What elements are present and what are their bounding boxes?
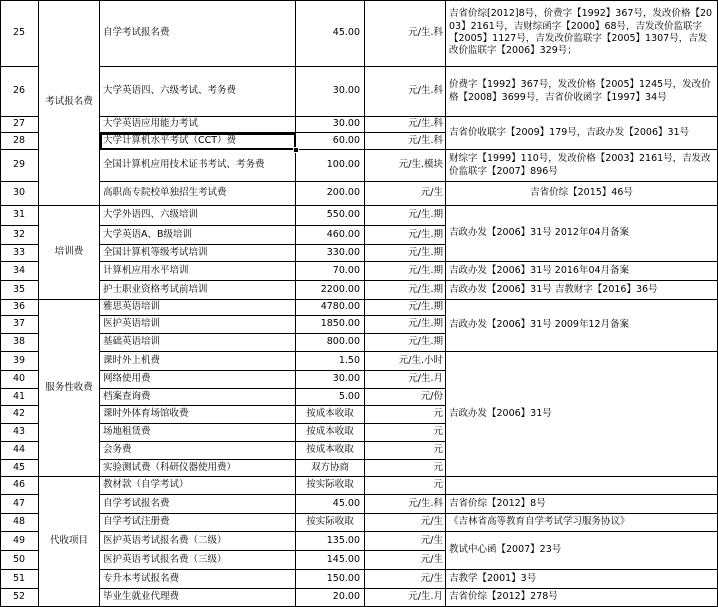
fee-unit[interactable]: 元/生.月 [365,589,446,607]
row-number[interactable]: 46 [0,477,39,495]
row-number[interactable]: 49 [0,532,39,551]
row-number[interactable]: 50 [0,551,39,570]
frame-left [0,0,1,607]
category-cell[interactable]: 服务性收费 [39,300,100,477]
fee-unit[interactable]: 元/份 [365,389,446,406]
row-number[interactable]: 44 [0,442,39,460]
fee-amount[interactable]: 330.00 [296,245,365,262]
fee-amount[interactable]: 30.00 [296,117,365,133]
fee-amount[interactable]: 1850.00 [296,316,365,334]
basis-cell[interactable]: 吉省价综[2012]8号，价费字【1992】367号，发改价格【2003】2161号，吉财综函字【2000】68号，吉发改价监联字【2005】1127号，吉发改价监联字【2005】1307号，吉发改价监联字【2006】329号； [446,0,718,67]
row-number[interactable]: 33 [0,245,39,262]
row-number[interactable]: 28 [0,133,39,150]
basis-cell[interactable]: 吉省价综【2012】8号 [446,495,718,514]
fee-amount[interactable]: 45.00 [296,495,365,514]
row-number[interactable]: 51 [0,570,39,589]
fee-unit[interactable]: 元/生.小时 [365,352,446,371]
basis-cell[interactable]: 教试中心函【2007】23号 [446,532,718,570]
fee-item[interactable]: 自学考试报名费 [100,495,296,514]
fee-item[interactable]: 医护英语考试报名费（二级） [100,532,296,551]
fee-unit[interactable]: 元/生 [365,551,446,570]
fee-amount[interactable]: 双方协商 [296,460,365,477]
basis-cell[interactable] [446,477,718,495]
fee-amount[interactable]: 4780.00 [296,300,365,316]
row-number[interactable]: 38 [0,334,39,352]
fee-item[interactable]: 自学考试注册费 [100,514,296,532]
fee-unit[interactable]: 元 [365,460,446,477]
fee-unit[interactable]: 元/生.模块 [365,150,446,182]
fee-amount[interactable]: 5.00 [296,389,365,406]
row-number[interactable]: 39 [0,352,39,371]
fee-unit[interactable]: 元 [365,477,446,495]
fee-amount[interactable]: 800.00 [296,334,365,352]
fee-unit[interactable]: 元/生.期 [365,300,446,316]
basis-cell[interactable]: 价费字【1992】367号，发改价格【2005】1245号，发改价格【2008】3699号，吉省价收函字【1997】34号 [446,67,718,117]
fee-item[interactable]: 专升本考试报名费 [100,570,296,589]
basis-cell[interactable]: 吉政办发【2006】31号 2012年04月备案 [446,206,718,262]
fee-unit[interactable]: 元/生.科 [365,133,446,150]
fee-amount[interactable]: 2200.00 [296,281,365,300]
row-number[interactable]: 47 [0,495,39,514]
fee-unit[interactable]: 元/生.期 [365,334,446,352]
fee-amount[interactable]: 135.00 [296,532,365,551]
row-number[interactable]: 25 [0,0,39,67]
fee-amount[interactable]: 60.00 [296,133,365,150]
fee-unit[interactable]: 元/生 [365,570,446,589]
fee-item[interactable]: 大学英语A、B级培训 [100,226,296,245]
fee-item[interactable]: 实验测试费（科研仪器使用费） [100,460,296,477]
fee-unit[interactable]: 元/生.科 [365,495,446,514]
basis-cell[interactable]: 《吉林省高等教育自学考试学习服务协议》 [446,514,718,532]
row-number[interactable]: 30 [0,182,39,206]
row-number[interactable]: 27 [0,117,39,133]
fee-unit[interactable]: 元/生.期 [365,316,446,334]
fee-item[interactable]: 全国计算机应用技术证书考试、考务费 [100,150,296,182]
fee-unit[interactable]: 元 [365,406,446,424]
basis-cell[interactable]: 吉省价综【2012】278号 [446,589,718,607]
fee-item[interactable]: 会务费 [100,442,296,460]
basis-cell[interactable]: 吉省价收联字【2009】179号，吉政办发【2006】31号 [446,117,718,150]
basis-cell[interactable]: 吉政办发【2006】31号 2009年12月备案 [446,300,718,352]
fee-amount[interactable]: 1.50 [296,352,365,371]
fee-item[interactable]: 大学英语四、六级考试、考务费 [100,67,296,117]
fee-unit[interactable]: 元/生.科 [365,117,446,133]
fee-amount[interactable]: 550.00 [296,206,365,226]
row-number[interactable]: 26 [0,67,39,117]
fee-unit[interactable]: 元/生.期 [365,226,446,245]
fee-amount[interactable]: 200.00 [296,182,365,206]
basis-cell[interactable]: 吉政办发【2006】31号 [446,352,718,477]
fee-unit[interactable]: 元/生.期 [365,245,446,262]
fee-item[interactable]: 医护英语考试报名费（三级） [100,551,296,570]
basis-cell[interactable]: 吉政办发【2006】31号 吉教财字【2016】36号 [446,281,718,300]
fee-unit[interactable]: 元/生 [365,532,446,551]
row-number[interactable]: 41 [0,389,39,406]
fee-amount[interactable]: 按成本收取 [296,406,365,424]
fee-unit[interactable]: 元/生.科 [365,0,446,67]
fee-unit[interactable]: 元/生.期 [365,262,446,281]
fee-item[interactable]: 护士职业资格考试前培训 [100,281,296,300]
fee-item[interactable]: 大学计算机水平考试（CCT）费 [100,133,296,150]
basis-cell[interactable]: 吉政办发【2006】31号 2016年04月备案 [446,262,718,281]
fee-amount[interactable]: 460.00 [296,226,365,245]
fee-item[interactable]: 大学外语四、六级培训 [100,206,296,226]
fee-amount[interactable]: 按实际收取 [296,514,365,532]
category-cell[interactable]: 代收项目 [39,477,100,607]
fee-amount[interactable]: 20.00 [296,589,365,607]
fee-unit[interactable]: 元/生.期 [365,206,446,226]
row-number[interactable]: 32 [0,226,39,245]
row-number[interactable]: 43 [0,424,39,442]
row-number[interactable]: 40 [0,371,39,389]
fee-item[interactable]: 雅思英语培训 [100,300,296,316]
fee-item[interactable]: 网络使用费 [100,371,296,389]
fee-amount[interactable]: 145.00 [296,551,365,570]
row-number[interactable]: 45 [0,460,39,477]
fee-unit[interactable]: 元/生.期 [365,281,446,300]
fee-amount[interactable]: 45.00 [296,0,365,67]
fee-amount[interactable]: 30.00 [296,67,365,117]
fee-item[interactable]: 课时外上机费 [100,352,296,371]
row-number[interactable]: 36 [0,300,39,316]
row-number[interactable]: 42 [0,406,39,424]
fee-unit[interactable]: 元/生.月 [365,371,446,389]
row-number[interactable]: 48 [0,514,39,532]
fee-item[interactable]: 自学考试报名费 [100,0,296,67]
row-number[interactable]: 52 [0,589,39,607]
row-number[interactable]: 29 [0,150,39,182]
row-number[interactable]: 35 [0,281,39,300]
fee-amount[interactable]: 按成本收取 [296,424,365,442]
basis-cell[interactable]: 财综字【1999】110号，发改价格【2003】2161号，吉发改价监联字【2007】896号 [446,150,718,182]
basis-cell[interactable]: 吉省价综【2015】46号 [446,182,718,206]
fee-item[interactable]: 课时外体育场馆收费 [100,406,296,424]
fee-item[interactable]: 计算机应用水平培训 [100,262,296,281]
fee-amount[interactable]: 按实际收取 [296,477,365,495]
row-number[interactable]: 31 [0,206,39,226]
fee-item[interactable]: 大学英语应用能力考试 [100,117,296,133]
fee-amount[interactable]: 30.00 [296,371,365,389]
fee-unit[interactable]: 元/生 [365,514,446,532]
fee-item[interactable]: 教材款（自学考试） [100,477,296,495]
fee-unit[interactable]: 元/生 [365,182,446,206]
fee-item[interactable]: 场地租赁费 [100,424,296,442]
fee-item[interactable]: 毕业生就业代理费 [100,589,296,607]
fee-amount[interactable]: 70.00 [296,262,365,281]
fee-item[interactable]: 基础英语培训 [100,334,296,352]
row-number[interactable]: 37 [0,316,39,334]
fee-item[interactable]: 全国计算机等级考试培训 [100,245,296,262]
fill-handle[interactable] [293,147,299,153]
category-cell[interactable]: 考试报名费 [39,0,100,206]
fee-item[interactable]: 医护英语培训 [100,316,296,334]
frame-top [0,0,718,1]
fee-amount[interactable]: 按成本收取 [296,442,365,460]
fee-item[interactable]: 档案查询费 [100,389,296,406]
fee-unit[interactable]: 元 [365,442,446,460]
category-cell[interactable]: 培训费 [39,206,100,300]
fee-amount[interactable]: 150.00 [296,570,365,589]
basis-cell[interactable]: 吉教学【2001】3号 [446,570,718,589]
fee-unit[interactable]: 元/生.科 [365,67,446,117]
fee-unit[interactable]: 元 [365,424,446,442]
fee-amount[interactable]: 100.00 [296,150,365,182]
fee-item[interactable]: 高职高专院校单独招生考试费 [100,182,296,206]
row-number[interactable]: 34 [0,262,39,281]
